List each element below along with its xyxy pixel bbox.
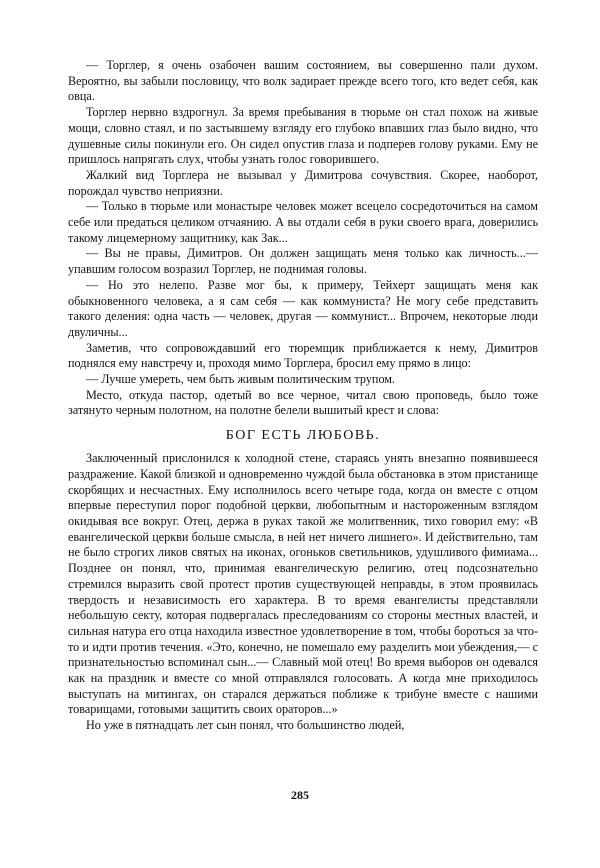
paragraph: — Но это нелепо. Разве мог бы, к примеру, Тейхерт защищать меня как обыкновенного человека, а я сам себя — как коммуниста? Не могу себе представить такого деления: одна часть — человек, другая — коммунист... Впрочем, некоторые люди двуличны... [68,277,538,339]
paragraph: — Торглер, я очень озабочен вашим состоянием, вы совершенно пали духом. Вероятно, вы забыли пословицу, что волк задирает прежде всего того, кто ведет себя, как овца. [68,58,538,104]
paragraph: Торглер нервно вздрогнул. За время пребывания в тюрьме он стал похож на живые мощи, словно стаял, и по застывшему взгляду его глубоко впавших глаз было видно, что душевные силы покинули его. Он сидел опустив глаза и подперев голову руками. Ему не пришлось напрягать слух, чтобы узнать голос говорившего. [68,105,538,167]
paragraph: Жалкий вид Торглера не вызывал у Димитрова сочувствия. Скорее, наоборот, порождал чувство неприязни. [68,167,538,198]
paragraph: Заключенный прислонился к холодной стене, стараясь унять внезапно появившееся раздражение. Какой близкой и одновременно чуждой была обстановка в этом пристанище скорбящих и несчастных. Ему исполнилось всего четыре года, когда он вместе с отцом впервые переступил порог подобной церкви, любопытным и настороженным взглядом окидывая все вокруг. Отец, держа в руках такой же молитвенник, тихо говорил ему: «В евангелической церкви больше смысла, в ней нет ничего лишнего». И действительно, там не было строгих ликов святых на иконах, огоньков светильников, удушливого фимиама... Позднее он понял, что, принимая евангелическую религию, отец подсознательно стремился выразить свой протест против существующей неправды, в этом проявилась твердость и независимость его характера. В то время евангелисты представляли небольшую секту, которая подвергалась преследованиям со стороны местных властей, и сильная натура его отца находила известное удовлетворение в том, чтобы бороться за что-то и идти против течения. «Это, конечно, не помешало ему разделить мои убеждения,— с признательностью вспоминал сын...— Славный мой отец! Во время выборов он одевался как на праздник и вместе со мной отправлялся голосовать. А когда мне приходилось выступать на митингах, он старался держаться поближе к трибуне вместе с нашими товарищами, готовыми защитить своих ораторов...» [68,451,538,717]
paragraph: — Только в тюрьме или монастыре человек может всецело сосредоточиться на самом себе или предаться целиком отчаянию. А вы отдали себя в руки своего врага, доверились такому лицемерному защитнику, как Зак... [68,199,538,245]
paragraph: — Лучше умереть, чем быть живым политическим трупом. [86,372,396,387]
page-number: 285 [291,788,309,802]
paragraph: — Вы не правы, Димитров. Он должен защищать меня только как личность...— упавшим голосом возразил Торглер, не поднимая головы. [68,246,538,277]
page-body [68,58,538,734]
paragraph: Заметив, что сопровождавший его тюремщик приближается к нему, Димитров поднялся ему навстречу и, проходя мимо Торглера, бросил ему прямо в лицо: [68,340,538,371]
paragraph: Но уже в пятнадцать лет сын понял, что большинство людей, [86,718,405,733]
section-heading: БОГ ЕСТЬ ЛЮБОВЬ. [225,428,381,444]
paragraph: Место, откуда пастор, одетый во все черное, читал свою проповедь, было тоже затянуто черным полотном, на полотне белели вышитый крест и слова: [68,387,538,418]
